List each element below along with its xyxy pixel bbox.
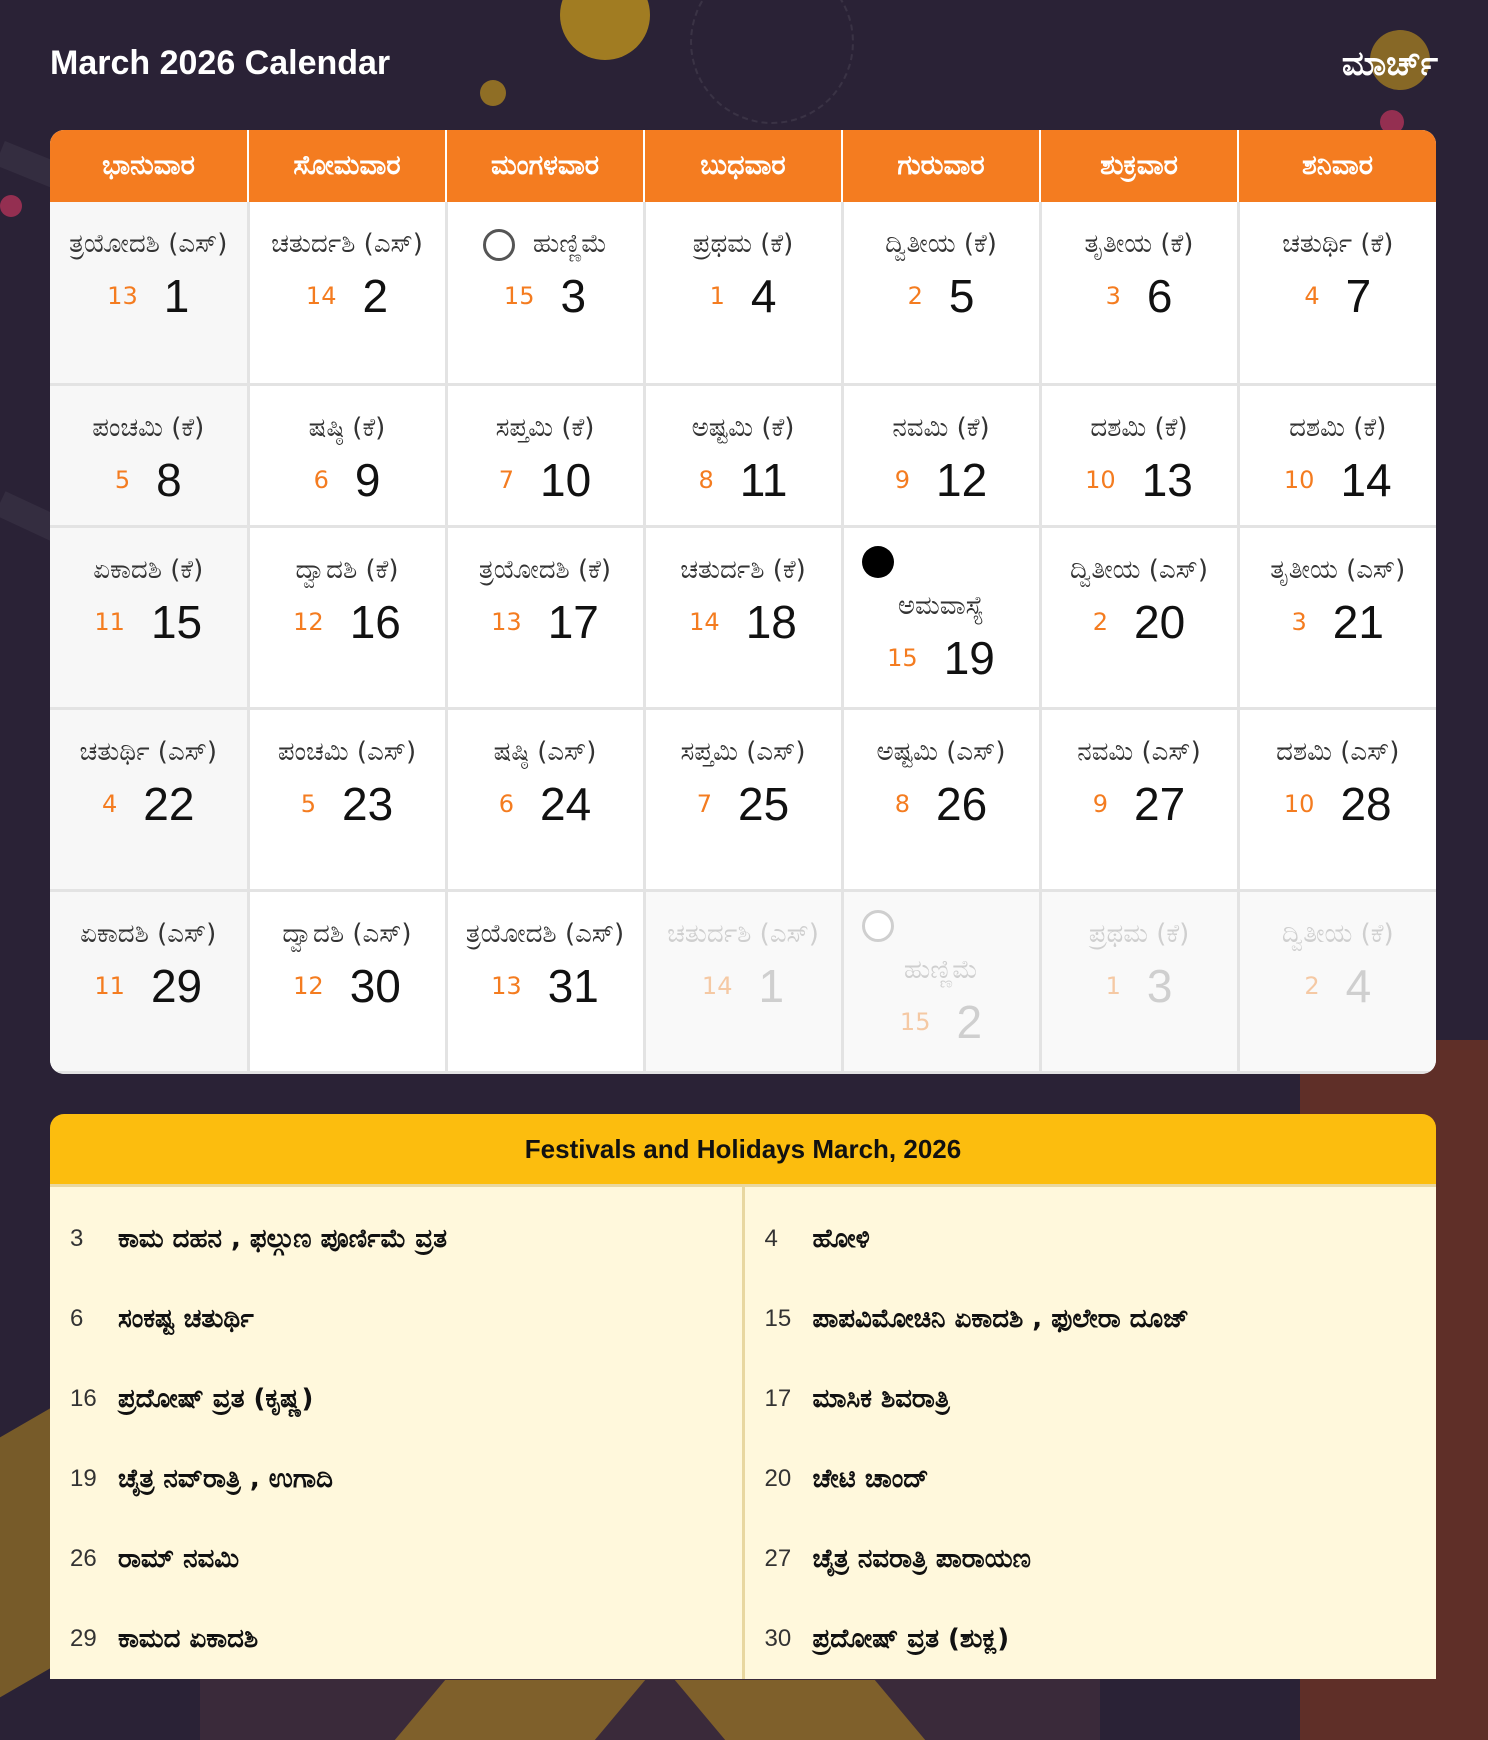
tithi-label: ದಶಮಿ (ಕೆ) [1090,412,1188,443]
tithi-label: ದ್ವಾದಶಿ (ಕೆ) [295,554,399,585]
tithi-label: ಚತುರ್ದಶಿ (ಎಸ್) [271,229,423,259]
calendar-day-cell[interactable] [1040,526,1238,708]
calendar-day-cell[interactable] [644,202,842,384]
calendar-day-cell[interactable] [50,708,248,890]
day-numbers [50,269,247,323]
calendar-day-cell[interactable] [248,890,446,1072]
weekday-tuesday: ಮಂಗಳವಾರ [446,130,644,202]
festival-day: 4 [764,1225,778,1252]
calendar-day-cell[interactable] [1040,384,1238,526]
day-number: 22 [143,777,195,830]
day-numbers [1240,777,1437,831]
tithi-number: 10 [1283,789,1315,818]
day-numbers [250,777,445,831]
festival-day: 26 [70,1545,97,1572]
tithi-label: ದ್ವಾದಶಿ (ಎಸ್) [282,918,412,949]
day-number: 8 [156,453,182,506]
day-number: 24 [540,777,592,830]
festival-day: 30 [764,1625,792,1652]
day-number: 3 [560,270,587,322]
tithi-number: 13 [491,607,522,636]
tithi-number: 5 [300,789,317,818]
day-numbers [646,269,841,323]
tithi-label: ತೃತೀಯ (ಎಸ್) [1270,554,1406,585]
tithi-label: ತ್ರಯೋದಶಿ (ಎಸ್) [69,229,228,259]
day-number: 20 [1134,595,1186,648]
day-number: 29 [150,959,203,1012]
calendar-week-row [50,890,1436,1072]
day-numbers [1240,959,1437,1013]
festival-day: 27 [764,1545,792,1572]
tithi-number: 2 [907,282,923,310]
tithi-label: ಚತುರ್ದಶಿ (ಎಸ್) [667,918,819,949]
tithi-label: ದ್ವಿತೀಯ (ಕೆ) [885,229,997,259]
calendar-day-cell[interactable] [446,384,644,526]
day-number: 4 [750,270,777,322]
new-moon-icon [862,546,894,578]
tithi-number: 11 [94,607,125,636]
calendar-day-cell[interactable] [50,202,248,384]
day-numbers [448,269,643,323]
festival-item [50,1439,742,1519]
day-numbers [250,595,445,649]
calendar-day-cell[interactable] [50,384,248,526]
day-numbers [448,453,643,507]
tithi-number: 6 [313,465,329,494]
weekday-thursday: ಗುರುವಾರ [842,130,1040,202]
day-number: 3 [1146,959,1173,1012]
calendar-day-cell[interactable] [50,526,248,708]
tithi-number: 8 [698,465,714,494]
calendar-day-cell[interactable] [50,890,248,1072]
festival-day: 20 [764,1465,792,1492]
calendar-day-cell[interactable] [446,526,644,708]
tithi-number: 13 [491,971,522,1000]
festival-name: ಪ್ರದೋಷ್ ವ್ರತ (ಶುಕ್ಲ) [812,1623,1010,1654]
festival-name: ಕಾಮ ದಹನ , ಫಲ್ಗುಣ ಪೂರ್ಣಿಮೆ ವ್ರತ [118,1223,447,1254]
calendar-day-cell[interactable] [248,526,446,708]
festival-name: ಪಾಪವಿಮೋಚಿನಿ ಏಕಾದಶಿ , ಫುಲೇರಾ ದೂಜ್ [812,1303,1190,1334]
tithi-label: ತ್ರಯೋದಶಿ (ಕೆ) [478,554,612,585]
tithi-number: 4 [102,789,118,818]
festivals-panel [50,1114,1436,1679]
day-numbers [844,777,1039,831]
tithi-label: ತೃತೀಯ (ಕೆ) [1084,229,1194,259]
day-numbers [646,959,841,1013]
day-number: 25 [738,777,790,830]
calendar-day-cell[interactable] [842,708,1040,890]
tithi-number: 8 [894,789,911,818]
day-numbers [1240,453,1437,507]
day-number: 2 [956,995,983,1048]
festival-name: ಹೋಳಿ [812,1223,870,1254]
tithi-number: 15 [899,1007,931,1036]
day-number: 5 [948,270,975,322]
day-numbers [50,777,247,831]
day-numbers [1042,269,1237,323]
calendar-day-cell[interactable] [842,384,1040,526]
tithi-number: 6 [498,789,515,818]
day-numbers [646,453,841,507]
day-number: 2 [362,270,389,322]
tithi-label: ನವಮಿ (ಕೆ) [892,412,990,443]
day-number: 1 [163,270,190,322]
tithi-label: ಪ್ರಥಮ (ಕೆ) [692,229,794,259]
day-numbers [250,453,445,507]
festival-item [745,1599,1437,1679]
festival-item [745,1359,1437,1439]
festival-name: ರಾಮ್ ನವಮಿ [118,1543,240,1574]
festival-item [745,1439,1437,1519]
tithi-number: 1 [1105,971,1121,1000]
festival-item [745,1199,1437,1279]
tithi-label: ಏಕಾದಶಿ (ಎಸ್) [80,918,217,949]
festival-day: 15 [764,1305,792,1332]
festival-day: 16 [70,1385,97,1412]
festivals-heading: Festivals and Holidays March, 2026 [50,1114,1436,1184]
tithi-label: ತ್ರಯೋದಶಿ (ಎಸ್) [465,918,625,949]
tithi-label: ದ್ವಿತೀಯ (ಎಸ್) [1069,554,1209,585]
day-numbers [448,959,643,1013]
weekday-friday: ಶುಕ್ರವಾರ [1040,130,1238,202]
tithi-label: ಅಮವಾಸ್ಯೆ [897,590,985,621]
calendar-day-cell[interactable] [446,202,644,384]
day-numbers [1042,453,1237,507]
festival-item [50,1599,742,1679]
day-numbers [250,959,445,1013]
tithi-number: 11 [94,971,125,1000]
calendar-grid [50,130,1436,1074]
festivals-right-column [745,1187,1437,1679]
day-numbers [448,777,643,831]
tithi-label: ಅಷ್ಟಮಿ (ಎಸ್) [876,736,1006,767]
day-numbers [1240,595,1437,649]
weekday-monday: ಸೋಮವಾರ [248,130,446,202]
tithi-label: ಪ್ರಥಮ (ಕೆ) [1088,918,1190,949]
calendar-day-cell[interactable] [446,708,644,890]
tithi-label: ಚತುರ್ಥಿ (ಎಸ್) [79,736,218,767]
day-numbers [50,959,247,1013]
festival-name: ಚೇಟಿ ಚಾಂದ್ [812,1463,929,1494]
tithi-label: ಸಪ್ತಮಿ (ಕೆ) [495,412,595,443]
tithi-number: 9 [894,465,911,494]
day-numbers [1042,959,1237,1013]
tithi-label: ದ್ವಿತೀಯ (ಕೆ) [1281,918,1394,949]
tithi-number: 12 [293,607,324,636]
day-number: 13 [1141,453,1193,506]
tithi-number: 13 [107,282,138,310]
calendar-day-cell[interactable] [1040,202,1238,384]
day-number: 16 [349,595,401,648]
calendar-week-row [50,526,1436,708]
tithi-number: 4 [1304,282,1320,310]
day-numbers [1240,269,1437,323]
day-number: 19 [943,631,995,684]
day-number: 23 [342,777,394,830]
tithi-label: ದಶಮಿ (ಕೆ) [1289,412,1387,443]
festival-day: 6 [70,1305,84,1332]
day-number: 9 [354,453,381,506]
calendar-week-row [50,384,1436,526]
calendar-day-cell[interactable] [248,708,446,890]
tithi-label: ಏಕಾದಶಿ (ಕೆ) [93,554,204,585]
day-number: 31 [547,959,599,1012]
tithi-number: 10 [1283,465,1315,494]
tithi-number: 9 [1092,789,1109,818]
day-number: 1 [758,959,785,1012]
tithi-label: ಹುಣ್ಣಿಮೆ [448,202,643,265]
festival-day: 17 [764,1385,792,1412]
day-numbers [50,595,247,649]
festival-name: ಮಾಸಿಕ ಶಿವರಾತ್ರಿ [812,1383,950,1414]
festival-name: ಸಂಕಷ್ಟ ಚತುರ್ಥಿ [118,1303,254,1334]
tithi-number: 12 [293,971,324,1000]
tithi-number: 5 [114,465,131,494]
day-number: 30 [349,959,401,1012]
day-numbers [1042,595,1237,649]
festival-item [745,1519,1437,1599]
day-number: 18 [745,595,797,648]
calendar-day-cell[interactable] [1040,708,1238,890]
day-numbers [844,453,1039,507]
tithi-label: ಹುಣ್ಣಿಮೆ [903,954,979,985]
tithi-label: ಷಷ್ಠಿ (ಕೆ) [308,412,386,443]
weekday-wednesday: ಬುಧವಾರ [644,130,842,202]
calendar-day-cell[interactable] [1238,384,1436,526]
tithi-label: ಷಷ್ಠಿ (ಎಸ್) [493,736,597,767]
day-number: 11 [739,453,788,506]
tithi-number: 3 [1291,607,1307,636]
calendar-day-cell[interactable] [446,890,644,1072]
tithi-label: ಪಂಚಮಿ (ಕೆ) [92,412,205,443]
day-numbers [844,631,1039,685]
day-number: 28 [1340,777,1392,830]
calendar-day-cell[interactable] [842,202,1040,384]
tithi-number: 14 [689,607,720,636]
tithi-number: 15 [503,282,535,310]
festival-name: ಚೈತ್ರ ನವರಾತ್ರಿ ಪಾರಾಯಣ [812,1543,1031,1574]
day-number: 4 [1345,959,1372,1012]
day-number: 12 [936,453,988,506]
day-numbers [844,995,1039,1049]
festivals-left-column [50,1187,745,1679]
full-moon-icon [862,910,894,942]
page-header [50,44,1438,94]
day-number: 14 [1340,453,1392,506]
tithi-number: 2 [1092,607,1109,636]
day-numbers [646,777,841,831]
tithi-label: ಸಪ್ತಮಿ (ಎಸ್) [680,736,806,767]
calendar-day-cell[interactable] [1238,202,1436,384]
calendar-week-row [50,202,1436,384]
day-number: 10 [540,453,592,506]
calendar-day-cell[interactable] [644,384,842,526]
calendar-day-cell[interactable] [644,708,842,890]
tithi-number: 2 [1304,971,1320,1000]
calendar-day-cell[interactable] [248,202,446,384]
tithi-label: ಚತುರ್ಥಿ (ಕೆ) [1282,229,1394,259]
day-numbers [448,595,643,649]
weekday-sunday: ಭಾನುವಾರ [50,130,248,202]
calendar-day-cell[interactable] [842,526,1040,708]
day-numbers [844,269,1039,323]
month-name-kannada: ಮಾರ್ಚ್ [1341,44,1438,84]
festival-day: 3 [70,1225,84,1252]
calendar-day-cell[interactable] [1238,526,1436,708]
day-numbers [1042,777,1237,831]
day-numbers [646,595,841,649]
tithi-number: 10 [1085,465,1116,494]
tithi-label: ದಶಮಿ (ಎಸ್) [1276,736,1400,767]
tithi-number: 7 [498,465,515,494]
weekday-saturday: ಶನಿವಾರ [1238,130,1436,202]
tithi-number: 7 [696,789,713,818]
full-moon-icon [483,229,515,261]
calendar-day-cell[interactable] [248,384,446,526]
calendar-day-cell[interactable] [644,526,842,708]
festival-item [50,1359,742,1439]
festival-item [50,1279,742,1359]
festival-name: ಕಾಮದ ಏಕಾದಶಿ [118,1623,259,1654]
day-number: 17 [547,595,599,648]
calendar-day-cell[interactable] [842,890,1040,1072]
calendar-day-cell[interactable] [1238,708,1436,890]
festival-day: 19 [70,1465,97,1492]
calendar-day-cell[interactable] [1040,890,1238,1072]
tithi-number: 14 [305,282,337,310]
day-number: 7 [1345,270,1372,322]
festival-day: 29 [70,1625,97,1652]
festival-item [50,1519,742,1599]
calendar-day-cell[interactable] [644,890,842,1072]
day-number: 21 [1332,595,1384,648]
day-number: 26 [936,777,988,830]
tithi-label: ಚತುರ್ದಶಿ (ಕೆ) [680,554,806,585]
festival-name: ಪ್ರದೋಷ್ ವ್ರತ (ಕೃಷ್ಣ) [118,1383,314,1414]
calendar-day-cell[interactable] [1238,890,1436,1072]
tithi-label: ನವಮಿ (ಎಸ್) [1077,736,1201,767]
calendar-week-row [50,708,1436,890]
tithi-number: 3 [1105,282,1121,310]
festival-item [50,1199,742,1279]
tithi-label: ಪಂಚಮಿ (ಎಸ್) [277,736,417,767]
page-title: March 2026 Calendar [50,44,391,82]
day-numbers [50,453,247,507]
festival-item [745,1279,1437,1359]
day-number: 15 [150,595,203,648]
day-number: 6 [1146,270,1173,322]
day-number: 27 [1134,777,1186,830]
weekday-header-row [50,130,1436,202]
tithi-number: 1 [709,282,725,310]
tithi-number: 14 [701,971,733,1000]
tithi-label: ಅಷ್ಟಮಿ (ಕೆ) [691,412,795,443]
tithi-number: 15 [887,643,918,672]
festival-name: ಚೈತ್ರ ನವ್‌ರಾತ್ರಿ , ಉಗಾದಿ [118,1463,333,1494]
day-numbers [250,269,445,323]
